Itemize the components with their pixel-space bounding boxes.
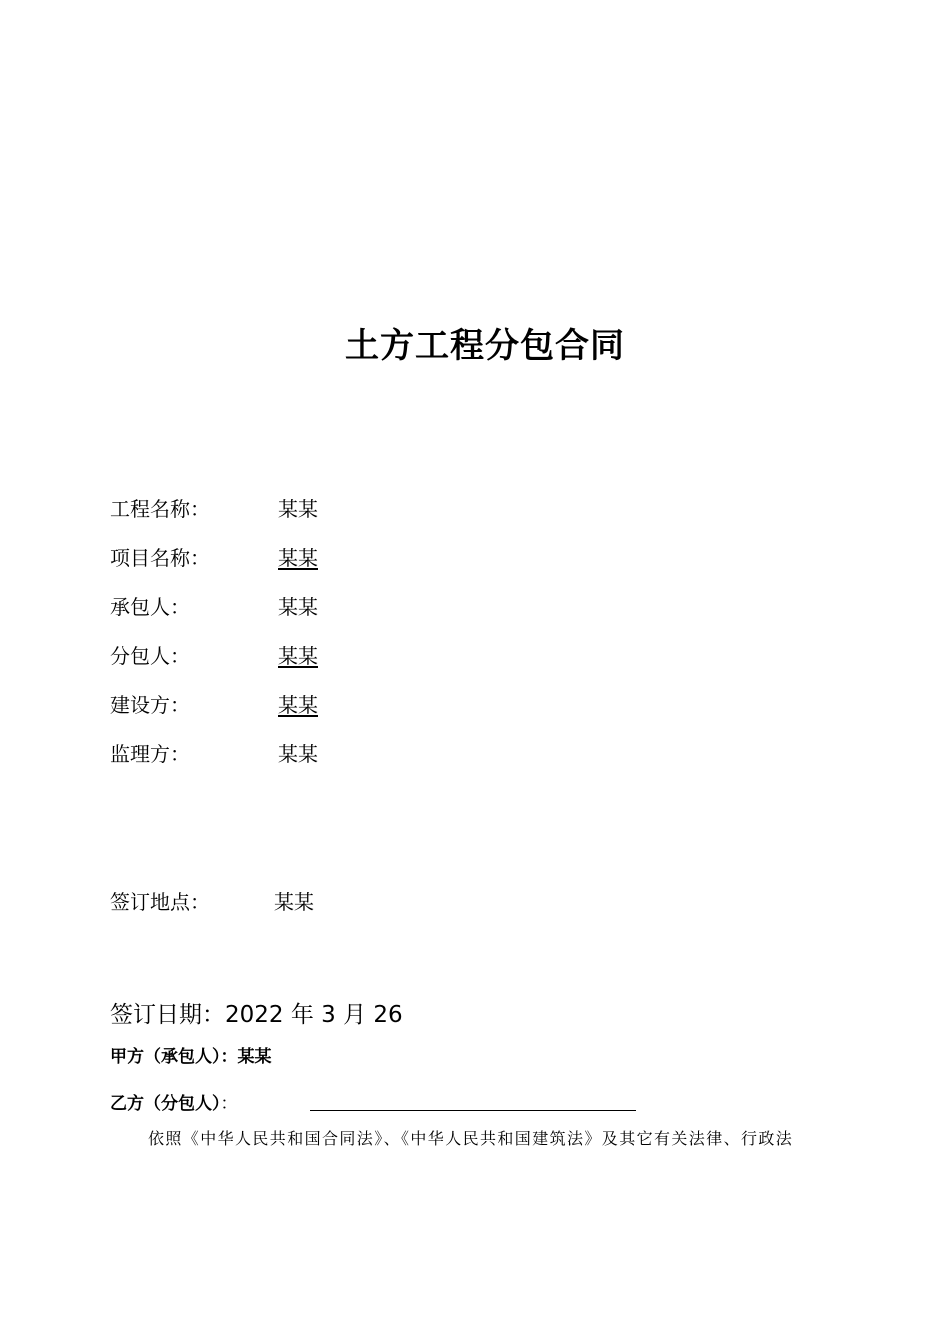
field-label: 项目名称： (110, 546, 210, 570)
field-project-name (110, 495, 318, 523)
field-subcontractor (110, 642, 318, 670)
field-value: 某某 (274, 890, 314, 914)
field-label: 签订地点： (110, 890, 210, 914)
field-item-name (110, 544, 318, 572)
field-label: 工程名称： (110, 497, 210, 521)
field-label: 承包人： (110, 595, 190, 619)
field-value: 某某 (278, 693, 318, 717)
document-title: 土方工程分包合同 (345, 326, 625, 366)
field-builder (110, 691, 318, 719)
field-value: 某某 (278, 644, 318, 668)
field-label: 监理方： (110, 742, 190, 766)
field-value: 某某 (278, 595, 318, 619)
field-value: 某某 (278, 742, 318, 766)
party-b (110, 1092, 238, 1116)
body-paragraph: 依照《中华人民共和国合同法》、《中华人民共和国建筑法》及其它有关法律、行政法 (148, 1129, 794, 1148)
field-contractor (110, 593, 318, 621)
party-a-label: 甲方（承包人）： (110, 1047, 238, 1067)
field-label: 分包人： (110, 644, 190, 668)
field-value: 某某 (278, 497, 318, 521)
field-sign-place (110, 888, 314, 916)
signature-line (310, 1110, 636, 1111)
party-b-label: 乙方（分包人） (110, 1094, 221, 1114)
field-value: 某某 (278, 546, 318, 570)
field-supervisor (110, 740, 318, 768)
sign-date: 签订日期：2022 年 3 月 26 (110, 1002, 403, 1028)
field-label: 建设方： (110, 693, 190, 717)
party-a-value: 某某 (237, 1047, 272, 1067)
party-a (110, 1045, 272, 1069)
party-b-colon: ： (220, 1094, 238, 1114)
